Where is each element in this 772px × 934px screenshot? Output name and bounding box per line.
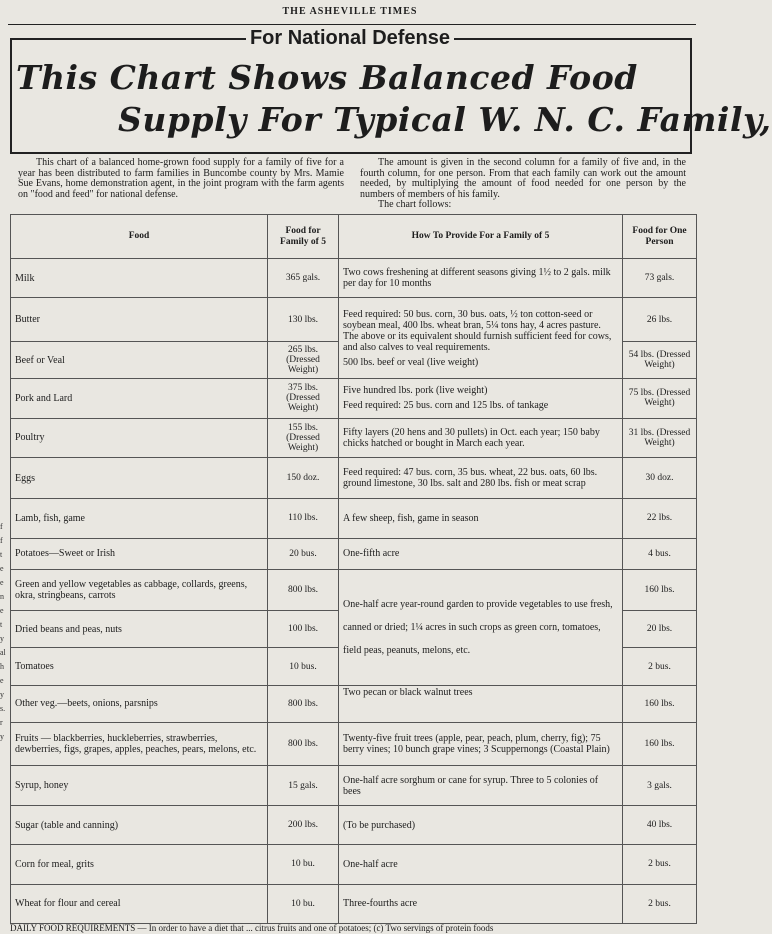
how-cell: Two pecan or black walnut trees [339, 685, 623, 722]
family-amount-cell: 10 bu. [268, 845, 339, 884]
header-how: How To Provide For a Family of 5 [339, 215, 623, 259]
family-amount-cell: 110 lbs. [268, 499, 339, 538]
food-cell: Eggs [11, 457, 268, 498]
how-cell: One-half acre [339, 845, 623, 884]
intro-right-column [360, 158, 686, 211]
family-amount-cell: 130 lbs. [268, 298, 339, 342]
how-cell: One-fifth acre [339, 538, 623, 569]
family-amount-cell: 200 lbs. [268, 805, 339, 844]
family-amount-cell: 100 lbs. [268, 611, 339, 648]
gutter-fragment: e [0, 676, 4, 685]
intro-right-paragraph-2: The chart follows: [378, 199, 452, 211]
how-cell: Three-fourths acre [339, 884, 623, 923]
family-amount-cell: 800 lbs. [268, 685, 339, 722]
person-amount-cell: 73 gals. [623, 259, 697, 298]
person-amount-cell: 3 gals. [623, 766, 697, 805]
table-row [11, 569, 697, 610]
gutter-fragment: r [0, 718, 3, 727]
masthead-rule [8, 24, 696, 25]
how-cell [339, 298, 623, 379]
table-row [11, 685, 697, 722]
table-row [11, 538, 697, 569]
family-amount-cell: 10 bus. [268, 648, 339, 685]
family-amount-cell: 375 lbs. (Dressed Weight) [268, 379, 339, 418]
gutter-fragment: y [0, 634, 4, 643]
family-amount-cell: 800 lbs. [268, 722, 339, 766]
family-amount-cell: 265 lbs. (Dressed Weight) [268, 341, 339, 378]
how-cell: Feed required: 47 bus. corn, 35 bus. wheat, 22 bus. oats, 60 lbs. ground limestone, 30 lbs. salt and 280 lbs. fish or meat scrap [339, 457, 623, 498]
food-cell: Beef or Veal [11, 341, 268, 378]
gutter-fragment: e [0, 606, 4, 615]
person-amount-cell: 160 lbs. [623, 685, 697, 722]
header-person: Food for One Person [623, 215, 697, 259]
headline-line-2: Supply For Typical W. N. C. Family, [118, 100, 772, 139]
food-cell: Lamb, fish, game [11, 499, 268, 538]
gutter-fragment: y [0, 732, 4, 741]
gutter-fragment: f [0, 522, 3, 531]
how-cell: Two cows freshening at different seasons giving 1½ to 2 gals. milk per day for 10 months [339, 259, 623, 298]
person-amount-cell: 2 bus. [623, 648, 697, 685]
person-amount-cell: 2 bus. [623, 845, 697, 884]
person-amount-cell: 31 lbs. (Dressed Weight) [623, 418, 697, 457]
kicker-headline: For National Defense [0, 27, 700, 50]
intro-left-paragraph: This chart of a balanced home-grown food supply for a family of five for a year has been distributed to farm families in Buncombe county by Mrs. Mamie Sue Evans, home demonstration agent, in the joint program with the farm agents on "food and feed" for national defense. [18, 157, 344, 200]
table-row [11, 457, 697, 498]
table-row [11, 379, 697, 418]
table-row [11, 298, 697, 342]
chart-header-row [11, 215, 697, 259]
gutter-fragment: y [0, 690, 4, 699]
how-cell: Twenty-five fruit trees (apple, pear, peach, plum, cherry, fig); 75 berry vines; 10 bunch grape vines; 3 Scuppernongs (Coastal Plain) [339, 722, 623, 766]
person-amount-cell: 54 lbs. (Dressed Weight) [623, 341, 697, 378]
person-amount-cell: 40 lbs. [623, 805, 697, 844]
footer-text: DAILY FOOD REQUIREMENTS — In order to have a diet that ... citrus fruits and one of potatoes; (c) Two servings of protein foods [10, 923, 494, 933]
food-cell: Dried beans and peas, nuts [11, 611, 268, 648]
food-cell: Fruits — blackberries, huckleberries, strawberries, dewberries, figs, grapes, apples, peaches, pears, melons, etc. [11, 722, 268, 766]
food-cell: Wheat for flour and cereal [11, 884, 268, 923]
table-row [11, 259, 697, 298]
food-supply-chart [10, 214, 697, 924]
food-cell: Tomatoes [11, 648, 268, 685]
person-amount-cell: 75 lbs. (Dressed Weight) [623, 379, 697, 418]
family-amount-cell: 20 bus. [268, 538, 339, 569]
family-amount-cell: 800 lbs. [268, 569, 339, 610]
family-amount-cell: 15 gals. [268, 766, 339, 805]
newspaper-masthead: THE ASHEVILLE TIMES [282, 6, 418, 17]
header-family: Food for Family of 5 [268, 215, 339, 259]
header-food: Food [11, 215, 268, 259]
family-amount-cell: 150 doz. [268, 457, 339, 498]
how-cell: Fifty layers (20 hens and 30 pullets) in Oct. each year; 150 baby chicks hatched or bought in March each year. [339, 418, 623, 457]
pork-text: Five hundred lbs. pork (live weight) [343, 385, 488, 397]
left-gutter-letters [0, 520, 8, 744]
table-row [11, 805, 697, 844]
table-row [11, 845, 697, 884]
food-cell: Corn for meal, grits [11, 845, 268, 884]
intro-left-column [18, 158, 344, 200]
person-amount-cell: 2 bus. [623, 884, 697, 923]
table-row [11, 884, 697, 923]
food-cell: Green and yellow vegetables as cabbage, collards, greens, okra, stringbeans, carrots [11, 569, 268, 610]
food-cell: Syrup, honey [11, 766, 268, 805]
feed-cows-text: Feed required: 50 bus. corn, 30 bus. oats, ½ ton cotton-seed or soybean meal, 400 lbs. wheat bran, 5¼ tons hay, 4 acres pasture. The above or its equivalent should furnish sufficient feed for cows, and also calves to veal requirements. [343, 308, 612, 353]
person-amount-cell: 26 lbs. [623, 298, 697, 342]
food-cell: Other veg.—beets, onions, parsnips [11, 685, 268, 722]
food-cell: Poultry [11, 418, 268, 457]
gutter-fragment: e [0, 564, 4, 573]
how-cell [339, 379, 623, 418]
gutter-fragment: n [0, 592, 4, 601]
table-row [11, 722, 697, 766]
how-cell: One-half acre sorghum or cane for syrup. Three to 5 colonies of bees [339, 766, 623, 805]
food-cell: Potatoes—Sweet or Irish [11, 538, 268, 569]
intro-right-paragraph: The amount is given in the second column for a family of five and, in the fourth column, for one person. From that each family can work out the amount needed, by multiplying the amount of food needed for one person by the numbers of members of his family. [360, 157, 686, 200]
pork-feed-text: Feed required: 25 bus. corn and 125 lbs. of tankage [343, 400, 549, 412]
food-cell: Sugar (table and canning) [11, 805, 268, 844]
table-row [11, 766, 697, 805]
person-amount-cell: 20 lbs. [623, 611, 697, 648]
beef-text: 500 lbs. beef or veal (live weight) [343, 356, 479, 368]
gutter-fragment: h [0, 662, 4, 671]
gutter-fragment: t [0, 550, 3, 559]
family-amount-cell: 365 gals. [268, 259, 339, 298]
person-amount-cell: 30 doz. [623, 457, 697, 498]
gutter-fragment: e [0, 578, 4, 587]
table-row [11, 499, 697, 538]
how-cell: One-half acre year-round garden to provide vegetables to use fresh, canned or dried; 1¼ acres in such crops as green corn, tomatoes, field peas, peanuts, melons, etc. [339, 569, 623, 685]
family-amount-cell: 10 bu. [268, 884, 339, 923]
person-amount-cell: 22 lbs. [623, 499, 697, 538]
how-cell: A few sheep, fish, game in season [339, 499, 623, 538]
how-cell: (To be purchased) [339, 805, 623, 844]
family-amount-cell: 155 lbs. (Dressed Weight) [268, 418, 339, 457]
person-amount-cell: 160 lbs. [623, 569, 697, 610]
gutter-fragment: f [0, 536, 3, 545]
gutter-fragment: s. [0, 704, 6, 713]
person-amount-cell: 160 lbs. [623, 722, 697, 766]
person-amount-cell: 4 bus. [623, 538, 697, 569]
food-cell: Pork and Lard [11, 379, 268, 418]
headline-line-1: This Chart Shows Balanced Food [16, 58, 638, 97]
food-cell: Butter [11, 298, 268, 342]
table-row [11, 418, 697, 457]
gutter-fragment: al [0, 648, 6, 657]
gutter-fragment: t [0, 620, 3, 629]
food-cell: Milk [11, 259, 268, 298]
